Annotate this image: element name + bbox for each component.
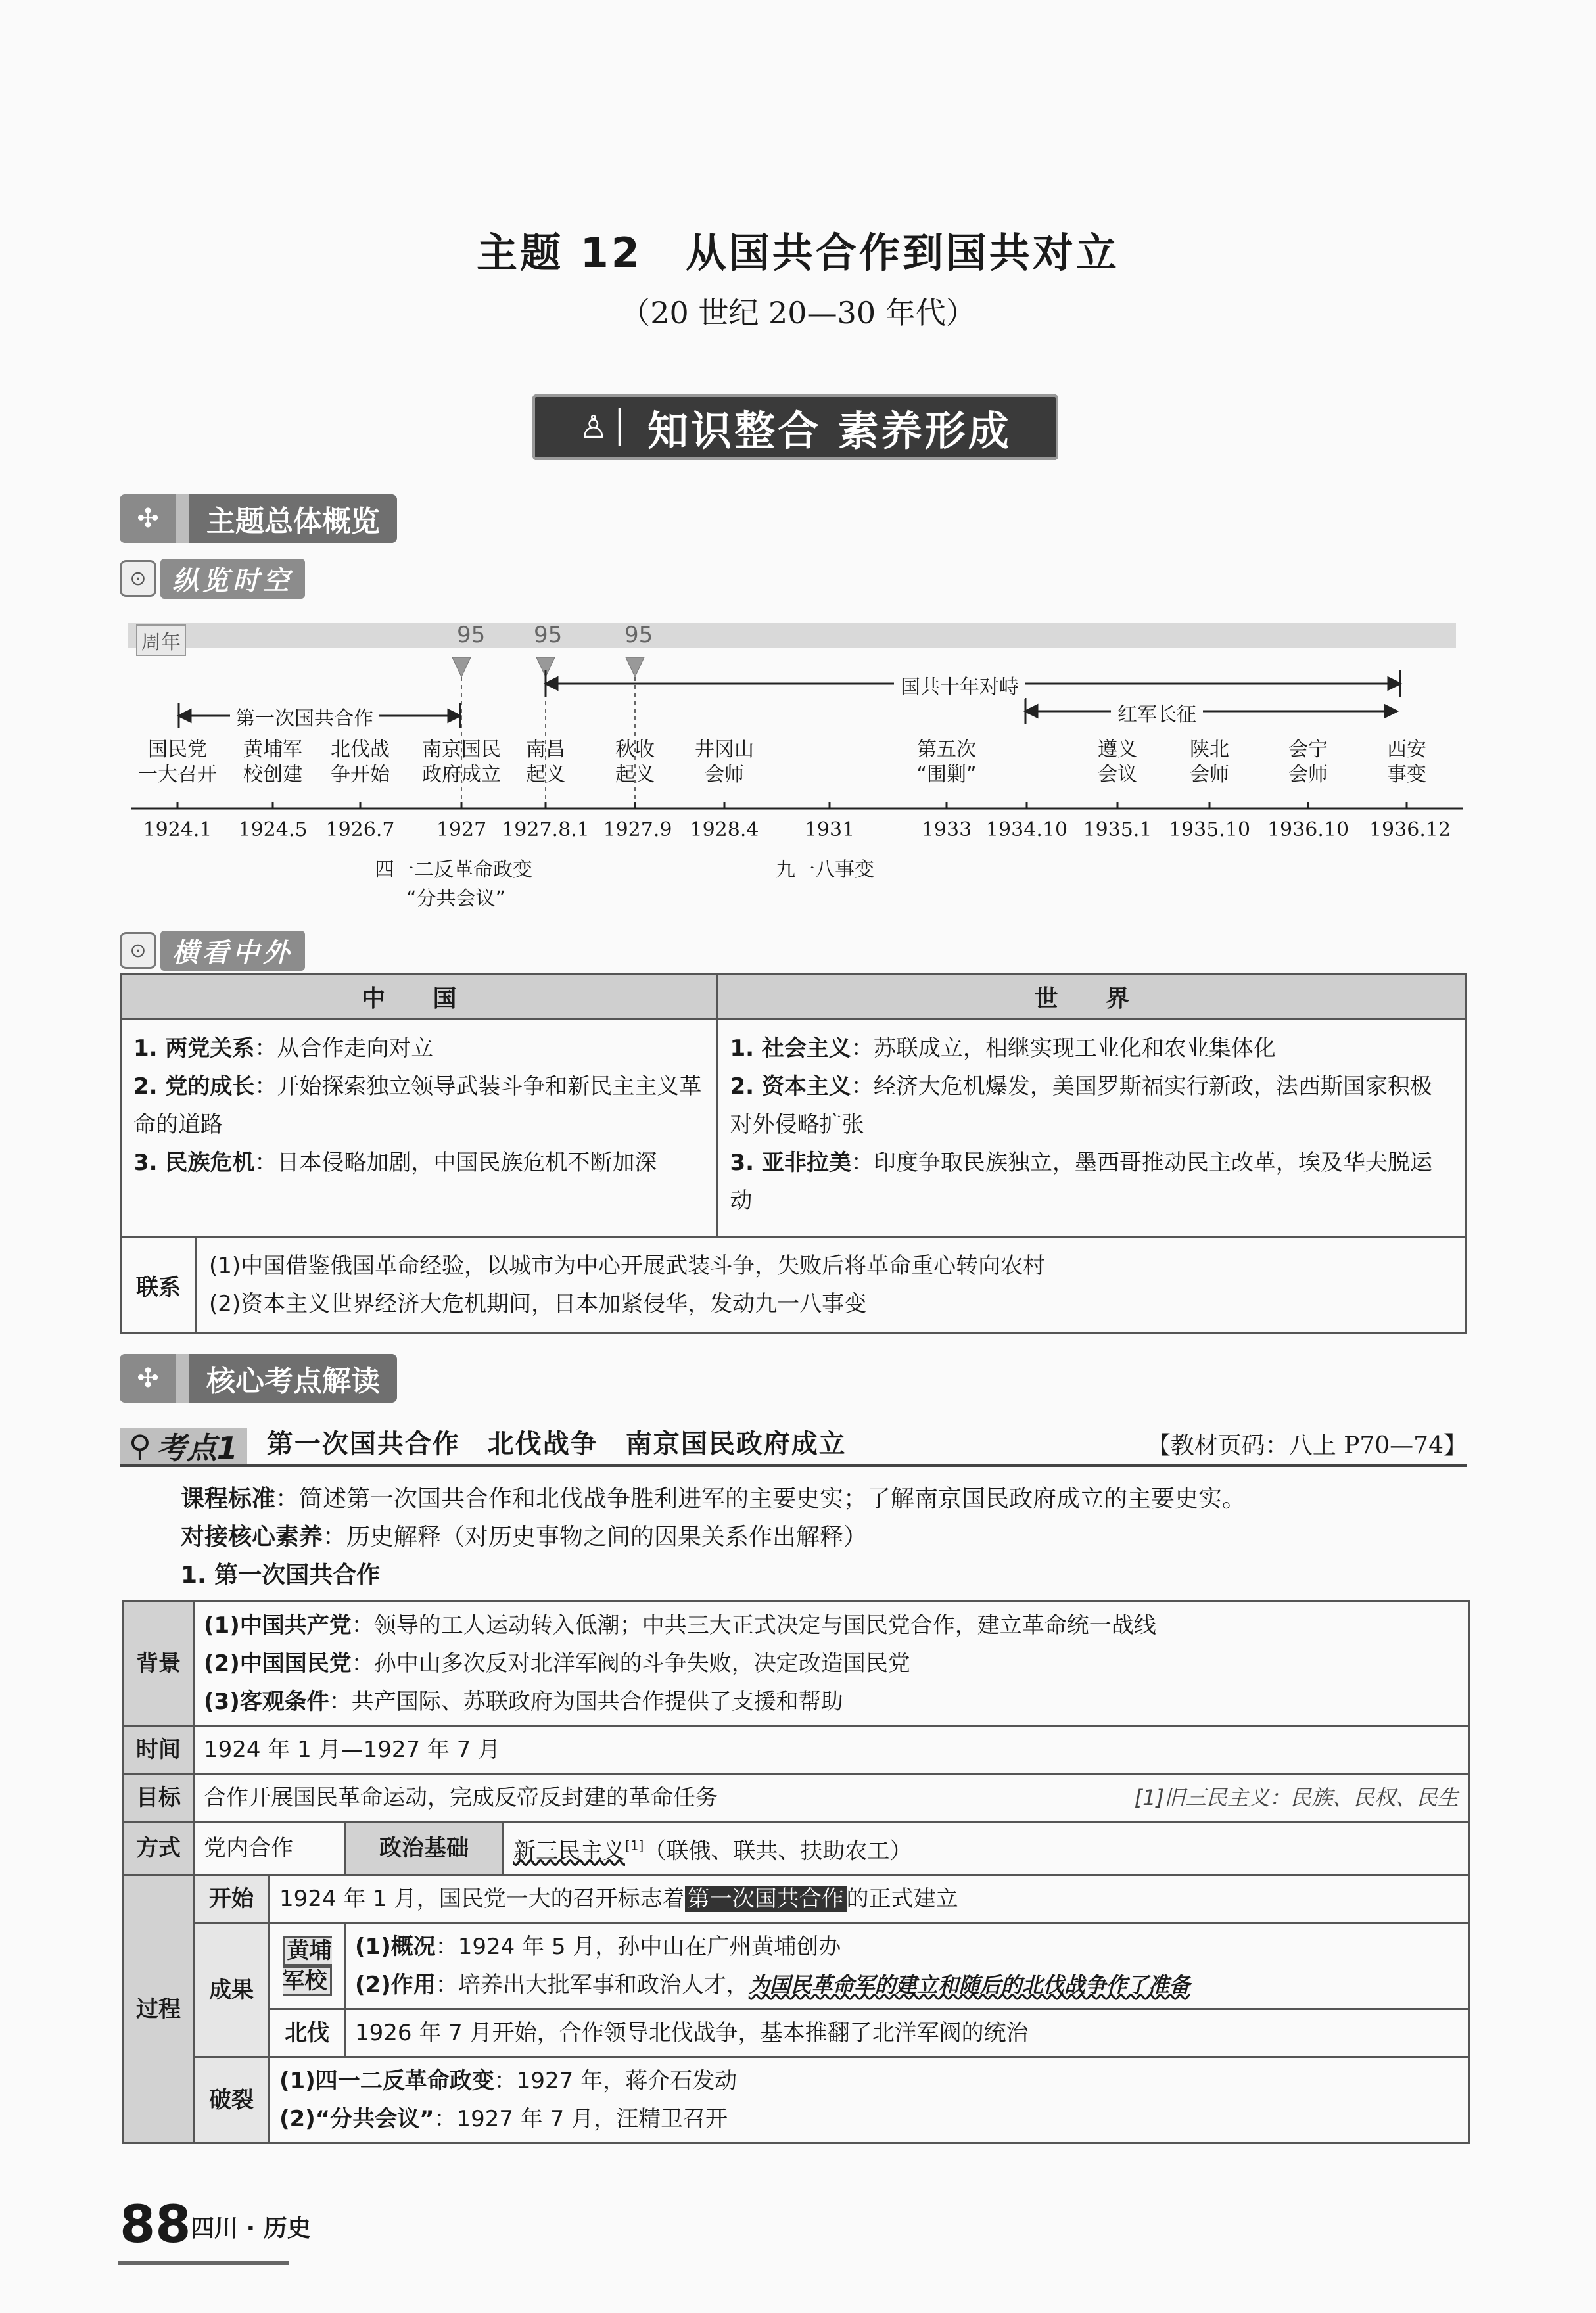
timeline-date: 1927.8.1 [502, 818, 590, 841]
timeline-date: 1935.10 [1168, 818, 1251, 841]
timeline-date: 1926.7 [325, 818, 395, 841]
kaodian-title: 第一次国共合作 北伐战争 南京国民政府成立 [266, 1429, 847, 1459]
anniv-pointer-1 [452, 657, 471, 677]
break-label: 破裂 [194, 2057, 270, 2143]
way-value: 党内合作 [194, 1822, 345, 1875]
kaodian-ref: 【教材页码：八上 P70—74】 [1146, 1432, 1467, 1459]
page-number: 88 [120, 2195, 191, 2255]
anniv-mark-2: 95 [534, 622, 563, 648]
core-label: 核心考点解读 [189, 1354, 397, 1403]
span3-label: 红军长征 [1111, 698, 1203, 727]
subsection-title: 1. 第一次国共合作 [181, 1562, 381, 1589]
result-label: 成果 [194, 1923, 270, 2057]
col-world: 世 界 [717, 974, 1467, 1019]
timeline-event: 北伐战 争开始 [331, 738, 390, 786]
timeline-date: 1934.10 [985, 818, 1068, 841]
basis-cell: 新三民主义[1]（联俄、联共、扶助农工） [504, 1822, 1469, 1875]
compass-icon: ⊙ [120, 932, 156, 969]
basis-label: 政治基础 [345, 1822, 504, 1875]
kaodian-header [120, 1426, 1467, 1467]
timeline-event: 黄埔军 校创建 [243, 738, 302, 786]
compare-subheading [120, 932, 305, 969]
timeline-date: 1936.12 [1369, 818, 1451, 841]
goal-note: [1]旧三民主义：民族、民权、民生 [1134, 1785, 1459, 1810]
core-literacy: 对接核心素养：历史解释（对历史事物之间的因果关系作出解释） [181, 1524, 868, 1551]
span2-label: 国共十年对峙 [894, 670, 1025, 699]
overview-label: 主题总体概览 [189, 494, 397, 543]
page-title: 主题 12 从国共合作到国共对立 [477, 229, 1119, 277]
footer-text: 四川 · 历史 [191, 2215, 311, 2242]
timeline-date: 1924.5 [238, 818, 308, 841]
timeline-event: 国民党 一大召开 [138, 738, 217, 786]
col-china: 中 国 [121, 974, 717, 1019]
below-event-3: 九一八事变 [776, 858, 874, 881]
nf-label: 北伐 [270, 2009, 345, 2057]
timeline-date: 1927 [436, 818, 487, 841]
anniv-pointer-3 [626, 657, 644, 677]
timeline-event: 会宁 会师 [1288, 738, 1328, 786]
timeline-graphic [0, 0, 1596, 920]
cooperation-table [122, 1600, 1470, 2144]
timeline-date: 1931 [804, 818, 855, 841]
arrows-icon: ✣ [120, 1354, 176, 1403]
link-label: 联系 [121, 1237, 197, 1334]
timeline-event: 井冈山 会师 [695, 738, 754, 786]
search-icon: ⚲ [129, 1428, 151, 1464]
timeline-event: 南昌 起义 [526, 738, 565, 786]
break-cell: (1)四一二反革命政变：1927 年，蒋介石发动 (2)“分共会议”：1927 年 7 月，汪精卫召开 [270, 2057, 1469, 2143]
course-standard: 课程标准：简述第一次国共合作和北伐战争胜利进军的主要史实；了解南京国民政府成立的主要史实。 [181, 1485, 1246, 1512]
timeline-event: 遵义 会议 [1098, 738, 1137, 786]
anniv-mark-1: 95 [457, 622, 486, 648]
timeline-event: 西安 事变 [1387, 738, 1426, 786]
below-event-1: 四一二反革命政变 [375, 858, 532, 881]
compare-sub-label: 横看中外 [160, 931, 305, 971]
china-cell: 1. 两党关系：从合作走向对立 2. 党的成长：开始探索独立领导武装斗争和新民主主义革命的道路 3. 民族危机：日本侵略加剧，中国民族危机不断加深 [121, 1019, 717, 1237]
anniversary-label: 周年 [136, 624, 186, 656]
link-cell: (1)中国借鉴俄国革命经验，以城市为中心开展武装斗争，失败后将革命重心转向农村 (2)资本主义世界经济大危机期间，日本加紧侵华，发动九一八事变 [197, 1237, 1467, 1334]
timeline-event: 南京国民 政府成立 [422, 738, 501, 786]
bg-cell: (1)中国共产党：领导的工人运动转入低潮；中共三大正式决定与国民党合作，建立革命统一战线 (2)中国国民党：孙中山多次反对北洋军阀的斗争失败，决定改造国民党 (3)客观条件：共产国际、苏联政府为国共合作提供了支援和帮助 [194, 1602, 1469, 1726]
timeline-event: 秋收 起义 [615, 738, 655, 786]
timeline-sub-label: 纵览时空 [160, 559, 305, 599]
figure-icon: ♙│ [579, 409, 632, 446]
anniv-mark-3: 95 [624, 622, 653, 648]
footer-divider [118, 2261, 289, 2265]
hp-cell: (1)概况：1924 年 5 月，孙中山在广州黄埔创办 (2)作用：培养出大批军事和政治人才，为国民革命军的建立和随后的北伐战争作了准备 [345, 1923, 1469, 2009]
goal-cell: 合作开展国民革命运动，完成反帝反封建的革命任务 [1]旧三民主义：民族、民权、民生 [194, 1774, 1469, 1822]
compass-icon: ⊙ [120, 560, 156, 597]
page-subtitle: （20 世纪 20—30 年代） [620, 295, 976, 331]
nf-value: 1926 年 7 月开始，合作领导北伐战争，基本推翻了北洋军阀的统治 [345, 2009, 1469, 2057]
arrows-icon: ✣ [120, 494, 176, 543]
banner-text: 知识整合 素养形成 [647, 406, 1012, 455]
below-event-2: “分共会议” [406, 887, 506, 910]
start-cell: 1924 年 1 月，国民党一大的召开标志着 第一次国共合作 的正式建立 [270, 1875, 1469, 1923]
start-label: 开始 [194, 1875, 270, 1923]
world-cell: 1. 社会主义：苏联成立，相继实现工业化和农业集体化 2. 资本主义：经济大危机爆发，美国罗斯福实行新政，法西斯国家积极对外侵略扩张 3. 亚非拉美：印度争取民族独立，墨西哥推动民主改革，埃及华夫脱运动 [717, 1019, 1467, 1237]
timeline-event: 第五次 “围剿” [916, 738, 977, 786]
timeline-event: 陕北 会师 [1190, 738, 1229, 786]
kaodian-tag: ⚲ 考点1 [120, 1428, 247, 1464]
timeline-date: 1935.1 [1083, 818, 1152, 841]
timeline-date: 1933 [921, 818, 972, 841]
timeline-date: 1927.9 [603, 818, 672, 841]
timeline-date: 1936.10 [1267, 818, 1350, 841]
core-heading [120, 1354, 397, 1403]
compare-table [120, 973, 1467, 1334]
timeline-date: 1924.1 [143, 818, 212, 841]
hp-label: 黄埔军校 [270, 1923, 345, 2009]
time-label: 时间 [124, 1726, 194, 1774]
span1-label: 第一次国共合作 [230, 702, 379, 731]
goal-label: 目标 [124, 1774, 194, 1822]
time-value: 1924 年 1 月—1927 年 7 月 [194, 1726, 1469, 1774]
proc-label: 过程 [124, 1875, 194, 2143]
way-label: 方式 [124, 1822, 194, 1875]
bg-label: 背景 [124, 1602, 194, 1726]
timeline-date: 1928.4 [690, 818, 759, 841]
